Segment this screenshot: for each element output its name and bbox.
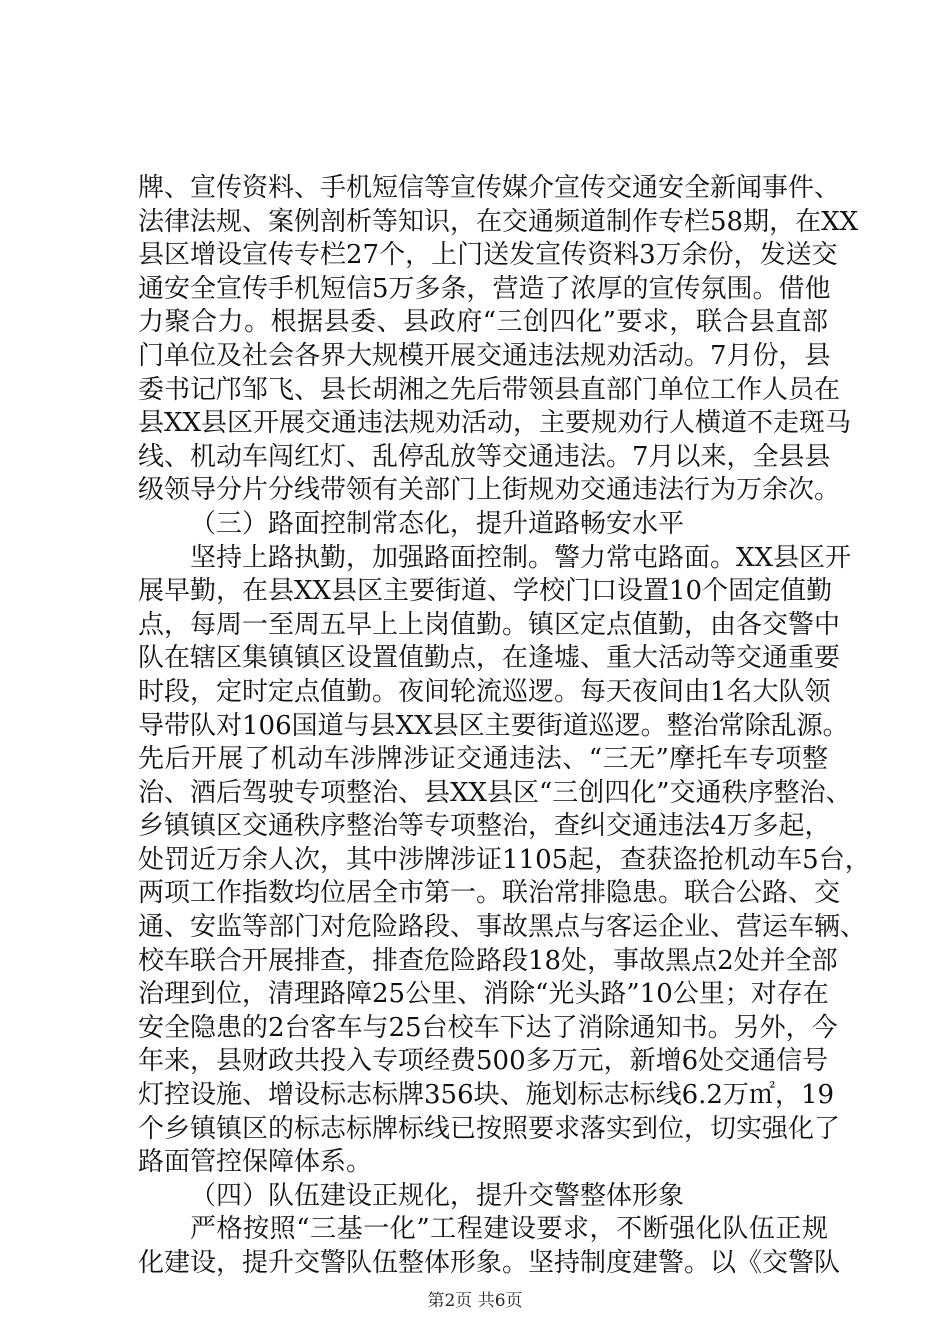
- text-line: 委书记邝邹飞、县长胡湘之先后带领县直部门单位工作人员在: [138, 374, 841, 405]
- text-line: 时段，定时定点值勤。夜间轮流巡逻。每天夜间由1名大队领: [138, 676, 831, 707]
- text-line: 级领导分片分线带领有关部门上街规劝交通违法行为万余次。: [138, 475, 841, 506]
- text-line: 展早勤，在县XX县区主要街道、学校门口设置10个固定值勤: [138, 576, 833, 607]
- text-line: 通、安监等部门对危险路段、事故黑点与客运企业、营运车辆、: [138, 912, 867, 943]
- document-body: [138, 172, 871, 1281]
- text-line: 牌、宣传资料、手机短信等宣传媒介宣传交通安全新闻事件、: [138, 173, 841, 203]
- text-line: 个乡镇镇区的标志标牌标线已按照要求落实到位，切实强化了: [138, 1113, 841, 1144]
- text-line: 治理到位，清理路障25公里、消除“光头路”10公里；对存在: [138, 979, 829, 1010]
- text-line: 治、酒后驾驶专项整治、县XX县区“三创四化”交通秩序整治、: [138, 777, 852, 808]
- text-line: 队在辖区集镇镇区设置值勤点，在逢墟、重大活动等交通重要: [138, 643, 841, 674]
- text-line: 严格按照“三基一化”工程建设要求，不断强化队伍正规: [190, 1214, 828, 1245]
- text-line: 乡镇镇区交通秩序整治等专项整治，查纠交通违法4万多起，: [138, 811, 831, 842]
- text-line: 导带队对106国道与县XX县区主要街道巡逻。整治常除乱源。: [138, 710, 849, 741]
- text-line: 坚持上路执勤，加强路面控制。警力常屯路面。XX县区开: [190, 542, 852, 573]
- text-line: 先后开展了机动车涉牌涉证交通违法、“三无”摩托车专项整: [138, 744, 828, 775]
- text-line: 灯控设施、增设标志标牌356块、施划标志标线6.2万㎡，19: [138, 1080, 835, 1111]
- text-line: 校车联合开展排查，排查危险路段18处，事故黑点2处并全部: [138, 945, 838, 976]
- text-line: 年来，县财政共投入专项经费500多万元，新增6处交通信号: [138, 1046, 829, 1077]
- text-line: 县区增设宣传专栏27个，上门送发宣传资料3万余份，发送交: [138, 240, 838, 271]
- text-line: 安全隐患的2台客车与25台校车下达了消除通知书。另外，今: [138, 1012, 838, 1043]
- text-line: 县XX县区开展交通违法规劝活动，主要规劝行人横道不走斑马: [138, 408, 852, 439]
- text-line: 化建设，提升交警队伍整体形象。坚持制度建警。以《交警队: [138, 1248, 841, 1278]
- text-line: 点，每周一至周五早上上岗值勤。镇区定点值勤，由各交警中: [138, 609, 841, 640]
- page-footer: 第2页 共6页: [427, 1291, 523, 1311]
- section-heading: [138, 508, 828, 542]
- text-line: 两项工作指数均位居全市第一。联治常排隐患。联合公路、交: [138, 878, 841, 909]
- text-line: （三）路面控制常态化，提升道路畅安水平: [190, 508, 685, 539]
- section-heading: [138, 1180, 828, 1214]
- text-line: 线、机动车闯红灯、乱停乱放等交通违法。7月以来，全县县: [138, 441, 831, 472]
- body-paragraph: [138, 542, 871, 1180]
- text-line: 门单位及社会各界大规模开展交通违法规劝活动。7月份，县: [138, 340, 831, 371]
- body-paragraph: [138, 172, 859, 508]
- text-line: 处罚近万余人次，其中涉牌涉证1105起，查获盗抢机动车5台，: [138, 844, 871, 875]
- text-line: 路面管控保障体系。: [138, 1147, 373, 1178]
- text-line: 通安全宣传手机短信5万多条，营造了浓厚的宣传氛围。借他: [138, 273, 831, 304]
- text-line: 法律法规、案例剖析等知识，在交通频道制作专栏58期，在XX: [138, 206, 859, 237]
- body-paragraph: [138, 1213, 841, 1280]
- text-line: （四）队伍建设正规化，提升交警整体形象: [190, 1180, 685, 1211]
- text-line: 力聚合力。根据县委、县政府“三创四化”要求，联合县直部: [138, 307, 828, 338]
